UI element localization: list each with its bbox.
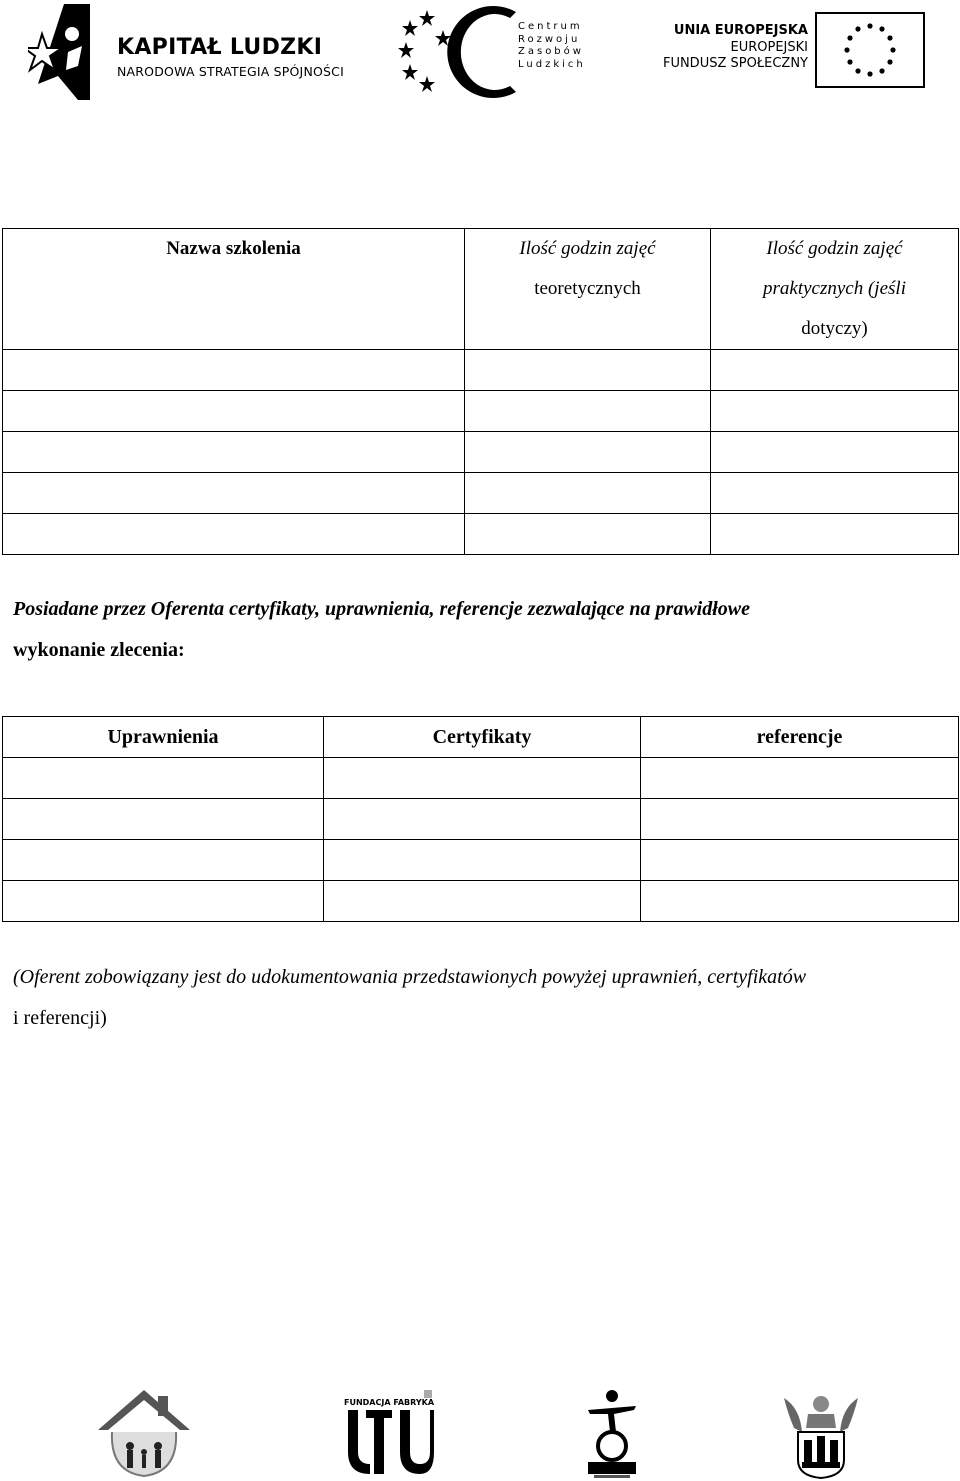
kapital-ludzki-subtitle: NARODOWA STRATEGIA SPÓJNOŚCI — [117, 64, 344, 79]
table-row — [3, 758, 959, 799]
eu-flag-icon — [815, 12, 925, 88]
table-row — [3, 881, 959, 922]
table-cell[interactable] — [3, 881, 324, 922]
table-cell[interactable] — [3, 840, 324, 881]
table-cell[interactable] — [324, 881, 641, 922]
column-theory-hours: Ilość godzin zajęć teoretycznych — [465, 229, 711, 350]
table-row — [3, 840, 959, 881]
table-cell[interactable] — [711, 514, 959, 555]
table-cell[interactable] — [465, 432, 711, 473]
table-cell[interactable] — [711, 473, 959, 514]
table-cell[interactable] — [465, 391, 711, 432]
city-coat-of-arms-logo — [780, 1388, 862, 1480]
table-cell[interactable] — [641, 799, 959, 840]
table-cell[interactable] — [3, 758, 324, 799]
kapital-ludzki-title: KAPITAŁ LUDZKI — [117, 35, 323, 60]
certificates-intro: Posiadane przez Oferenta certyfikaty, uprawnienia, referencje zezwalające na prawidłowe wykonanie zlecenia: — [13, 598, 750, 661]
table-cell[interactable] — [3, 350, 465, 391]
training-table-header — [3, 229, 959, 350]
table-cell[interactable] — [324, 840, 641, 881]
table-cell[interactable] — [711, 350, 959, 391]
table-cell[interactable] — [641, 881, 959, 922]
table-cell[interactable] — [3, 799, 324, 840]
column-training-name: Nazwa szkolenia — [3, 229, 465, 350]
table-row — [3, 473, 959, 514]
column-practice-hours: Ilość godzin zajęć praktycznych (jeśli dotyczy) — [711, 229, 959, 350]
table-cell[interactable] — [3, 391, 465, 432]
table-cell[interactable] — [711, 391, 959, 432]
table-cell[interactable] — [3, 432, 465, 473]
table-cell[interactable] — [641, 758, 959, 799]
table-cell[interactable] — [465, 514, 711, 555]
column-certificates: Certyfikaty — [324, 717, 641, 758]
documentation-note: (Oferent zobowiązany jest do udokumentowania przedstawionych powyżej uprawnień, certyfikatów i referencji) — [13, 966, 807, 1029]
table-row — [3, 350, 959, 391]
training-table — [2, 228, 959, 555]
table-cell[interactable] — [3, 473, 465, 514]
fabryka-label: FUNDACJA FABRYKA — [344, 1398, 435, 1407]
table-cell[interactable] — [465, 473, 711, 514]
table-cell[interactable] — [711, 432, 959, 473]
column-permissions: Uprawnienia — [3, 717, 324, 758]
house-family-logo — [96, 1388, 192, 1478]
table-cell[interactable] — [641, 840, 959, 881]
qualifications-table-header — [3, 717, 959, 758]
table-row — [3, 799, 959, 840]
table-row — [3, 432, 959, 473]
qualifications-table — [2, 716, 959, 922]
column-references: referencje — [641, 717, 959, 758]
crzl-emblem-icon — [398, 6, 520, 98]
crzl-name: Centrum Rozwoju Zasobów Ludzkich — [518, 21, 586, 70]
table-cell[interactable] — [3, 514, 465, 555]
fabryka-emblem-icon — [344, 1390, 434, 1478]
table-cell[interactable] — [465, 350, 711, 391]
kapital-ludzki-emblem-icon — [28, 4, 94, 100]
table-cell[interactable] — [324, 758, 641, 799]
table-row — [3, 514, 959, 555]
ue-name: UNIA EUROPEJSKA EUROPEJSKI FUNDUSZ SPOŁECZNY — [662, 23, 808, 71]
stadilo-logo — [584, 1388, 640, 1480]
table-row — [3, 391, 959, 432]
table-cell[interactable] — [324, 799, 641, 840]
